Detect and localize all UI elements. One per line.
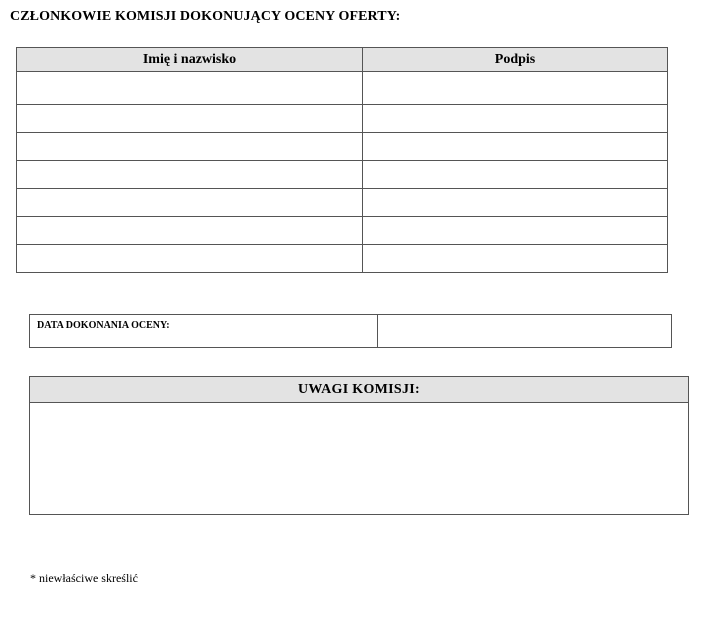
table-header-row	[17, 48, 668, 72]
table-row	[17, 161, 668, 189]
evaluation-date-row	[30, 315, 672, 348]
signature-cell[interactable]	[363, 245, 668, 273]
table-row	[17, 245, 668, 273]
column-header-name: Imię i nazwisko	[17, 48, 363, 72]
evaluation-date-table	[29, 314, 672, 348]
table-row	[17, 217, 668, 245]
section-heading: CZŁONKOWIE KOMISJI DOKONUJĄCY OCENY OFERTY:	[10, 9, 401, 24]
table-row	[17, 105, 668, 133]
column-header-signature: Podpis	[363, 48, 668, 72]
signature-cell[interactable]	[363, 217, 668, 245]
name-cell[interactable]	[17, 161, 363, 189]
name-cell[interactable]	[17, 245, 363, 273]
table-row	[17, 189, 668, 217]
evaluation-date-field[interactable]	[378, 315, 672, 348]
name-cell[interactable]	[17, 189, 363, 217]
name-cell[interactable]	[17, 217, 363, 245]
name-cell[interactable]	[17, 133, 363, 161]
table-row	[17, 72, 668, 105]
signature-cell[interactable]	[363, 189, 668, 217]
signature-cell[interactable]	[363, 72, 668, 105]
signature-cell[interactable]	[363, 161, 668, 189]
name-cell[interactable]	[17, 72, 363, 105]
evaluation-date-label: DATA DOKONANIA OCENY:	[30, 315, 378, 348]
table-row	[17, 133, 668, 161]
remarks-title: UWAGI KOMISJI:	[30, 377, 688, 403]
signature-cell[interactable]	[363, 105, 668, 133]
footnote: * niewłaściwe skreślić	[30, 571, 138, 585]
committee-members-table	[16, 47, 668, 273]
signature-cell[interactable]	[363, 133, 668, 161]
remarks-field[interactable]	[30, 403, 688, 515]
name-cell[interactable]	[17, 105, 363, 133]
committee-remarks-box	[29, 376, 689, 515]
